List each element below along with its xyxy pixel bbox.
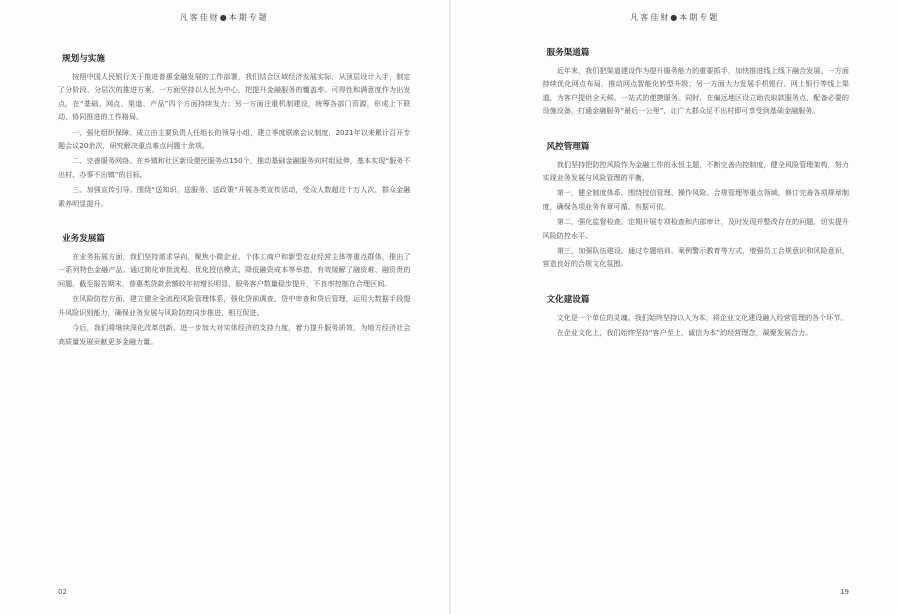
section [543,46,850,118]
paragraph: 一、强化组织保障。成立由主要负责人任组长的领导小组，建立季度联席会议制度，2021年以来累计召开专题会议20余次，研究解决重点难点问题十余项。 [58,127,411,151]
paragraph: 近年来，我们把渠道建设作为提升服务能力的重要抓手，加快推进线上线下融合发展。一方面持续优化网点布局，推动网点智能化转型升级；另一方面大力发展手机银行、网上银行等线上渠道，为客户提供全天候、一站式的便捷服务。同时，在偏远地区设立助农取款服务点，配备必要的设施设备，打通金融服务“最后一公里”，让广大群众足不出村即可享受到基础金融服务。 [542,66,849,116]
right-page [450,0,899,614]
paragraph: 第一，健全制度体系。围绕授信管理、操作风险、合规管理等重点领域，修订完善各项规章制度，确保各项业务有章可循、有据可依。 [542,188,849,211]
section-title: 规划与实施 [62,54,105,64]
paragraph: 在风险防控方面，建立健全全流程风险管理体系，强化贷前调查、贷中审查和贷后管理，运用大数据手段提升风险识别能力，确保业务发展与风险防控同步推进、相互促进。 [58,294,411,317]
section-title: 风控管理篇 [546,141,590,152]
paragraph: 在企业文化上，我们始终坚持“客户至上、诚信为本”的经营理念，凝聚发展合力。 [556,328,813,338]
section [58,232,411,348]
running-header: 凡客佳财●本期专题 [179,13,269,22]
section [58,52,411,210]
paragraph: 今后，我们将继续深化改革创新，进一步加大对实体经济的支持力度，着力提升服务质效，为地方经济社会高质量发展贡献更多金融力量。 [58,323,411,346]
section-title: 服务渠道篇 [546,48,590,58]
section-title: 业务发展篇 [62,234,105,245]
paragraph: 第三，加强队伍建设。通过专题培训、案例警示教育等方式，增强员工合规意识和风险意识，营造良好的合规文化氛围。 [542,246,849,269]
paragraph: 二、完善服务网络。在乡镇和社区新设便民服务点150个，推动基础金融服务向村组延伸，基本实现“服务不出村、办事不出镇”的目标。 [58,156,411,179]
paragraph: 文化是一个单位的灵魂。我们始终坚持以人为本，将企业文化建设融入经营管理的各个环节。 [556,312,848,322]
section-title: 文化建设篇 [546,294,590,305]
page-number: 19 [840,588,849,596]
paragraph: 按照中国人民银行关于推进普惠金融发展的工作部署，我们结合区域经济发展实际，从顶层设计入手，制定了分阶段、分层次的推进方案。一方面坚持以人民为中心，把提升金融服务的覆盖率、可得性和满意度作为出发点，在“基础、网点、渠道、产品”四个方面持续发力；另一方面注重机制建设，统筹各部门资源，形成上下联动、协同推进的工作格局。 [58,72,411,122]
paragraph: 在业务拓展方面，我们坚持需求导向，聚焦小微企业、个体工商户和新型农业经营主体等重点群体，推出了一系列特色金融产品。通过简化审批流程、优化授信模式、降低融资成本等举措，有效缓解了融资难、融资贵的问题，截至报告期末，普惠类贷款余额较年初增长明显，服务客户数量稳步提升，不良率控制在合理区间。 [58,252,411,288]
right-page-body [543,46,850,362]
section [543,293,850,340]
paragraph: 三、加强宣传引导。围绕“送知识、送服务、送政策”开展各类宣传活动，受众人数超过十万人次，群众金融素养明显提升。 [58,185,411,208]
page-number: 02 [58,588,67,596]
left-page-body [58,52,411,370]
section [543,140,850,271]
paragraph: 我们坚持把防控风险作为金融工作的永恒主题，不断完善内控制度，健全风险管理架构，努力实现业务发展与风险管理的平衡。 [542,159,849,183]
paragraph: 第二，强化监督检查。定期开展专项检查和内部审计，及时发现并整改存在的问题，切实提升风险防控水平。 [542,217,849,240]
running-header: 凡客佳财●本期专题 [630,13,720,22]
